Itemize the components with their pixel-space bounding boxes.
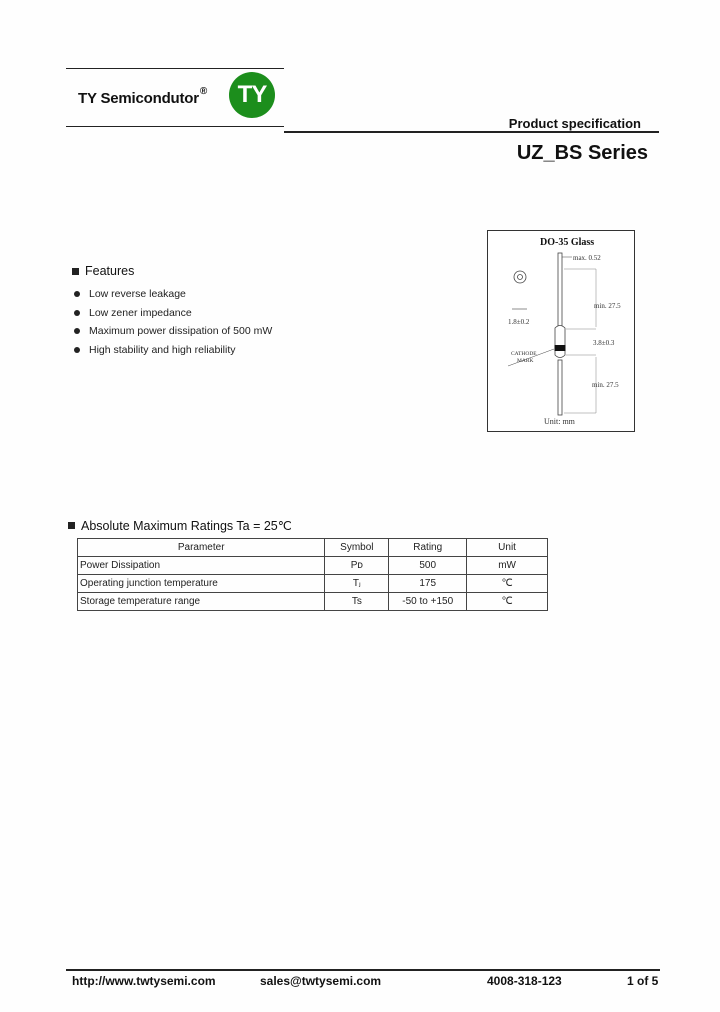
company-name xyxy=(78,86,208,107)
company-name-text: TY Semicondutor xyxy=(78,90,199,107)
lower-lead xyxy=(558,360,562,415)
square-bullet-icon xyxy=(72,268,79,275)
upper-lead xyxy=(558,253,562,327)
footer-website[interactable]: http://www.twtysemi.com xyxy=(72,974,216,988)
table-header-row xyxy=(78,539,548,557)
series-title: UZ_BS Series xyxy=(516,142,648,164)
header-divider xyxy=(284,131,659,133)
header-bottom-rule-left xyxy=(66,126,284,127)
registered-mark: ® xyxy=(199,86,208,97)
header-symbol: Symbol xyxy=(325,539,389,557)
cathode-band xyxy=(555,345,566,351)
bullet-icon xyxy=(74,328,80,334)
footer-rule xyxy=(66,969,660,971)
cell-unit: ℃ xyxy=(467,593,548,611)
dim-body-len: 3.8±0.3 xyxy=(593,339,615,347)
feature-text: Low reverse leakage xyxy=(89,288,186,301)
ratings-table xyxy=(77,538,548,611)
logo-text: TY xyxy=(237,81,267,108)
cell-symbol: Ts xyxy=(325,593,389,611)
header-top-rule xyxy=(66,68,284,69)
list-item xyxy=(74,341,272,360)
features-title: Features xyxy=(85,264,135,278)
footer-page-number: 1 of 5 xyxy=(627,974,659,988)
square-bullet-icon xyxy=(68,522,75,529)
header-parameter: Parameter xyxy=(78,539,325,557)
table-row xyxy=(78,557,548,575)
feature-text: Maximum power dissipation of 500 mW xyxy=(89,325,273,338)
ratings-title: Absolute Maximum Ratings Ta = 25℃ xyxy=(81,519,292,533)
footer-phone: 4008-318-123 xyxy=(487,974,562,988)
cell-unit: mW xyxy=(467,557,548,575)
cell-symbol: Tⱼ xyxy=(325,575,389,593)
features-list xyxy=(74,285,272,359)
header-unit: Unit xyxy=(467,539,548,557)
dim-lead-dia: max. 0.52 xyxy=(573,254,601,262)
end-view-inner xyxy=(518,275,523,280)
cell-symbol: Pᴅ xyxy=(325,557,389,575)
bullet-icon xyxy=(74,291,80,297)
cell-parameter: Storage temperature range xyxy=(78,593,325,611)
company-logo xyxy=(229,72,275,118)
doc-type-label: Product specification xyxy=(508,116,641,131)
dim-lead-len-bottom: min. 27.5 xyxy=(592,381,619,389)
dim-body-dia: 1.8±0.2 xyxy=(508,318,530,326)
cell-rating: 175 xyxy=(389,575,467,593)
bullet-icon xyxy=(74,347,80,353)
cathode-label-1: CATHODE xyxy=(511,351,537,357)
dim-lead-len-top: min. 27.5 xyxy=(594,302,621,310)
do35-drawing xyxy=(488,231,634,431)
table-row xyxy=(78,575,548,593)
list-item xyxy=(74,285,272,304)
table-row xyxy=(78,593,548,611)
diode-body xyxy=(555,326,565,358)
feature-text: High stability and high reliability xyxy=(89,343,236,356)
cell-rating: 500 xyxy=(389,557,467,575)
cathode-label-2: MARK xyxy=(517,358,534,364)
list-item xyxy=(74,322,272,341)
bullet-icon xyxy=(74,310,80,316)
ratings-heading xyxy=(68,518,292,533)
header-rating: Rating xyxy=(389,539,467,557)
features-heading xyxy=(72,264,134,278)
package-title: DO-35 Glass xyxy=(540,237,595,248)
cell-parameter: Operating junction temperature xyxy=(78,575,325,593)
cell-unit: ℃ xyxy=(467,575,548,593)
feature-text: Low zener impedance xyxy=(89,306,192,319)
unit-label: Unit: mm xyxy=(544,417,575,426)
footer-email[interactable]: sales@twtysemi.com xyxy=(260,974,382,988)
package-outline-figure xyxy=(487,230,635,432)
end-view-outer xyxy=(514,271,526,283)
cell-rating: -50 to +150 xyxy=(389,593,467,611)
list-item xyxy=(74,304,272,323)
cell-parameter: Power Dissipation xyxy=(78,557,325,575)
